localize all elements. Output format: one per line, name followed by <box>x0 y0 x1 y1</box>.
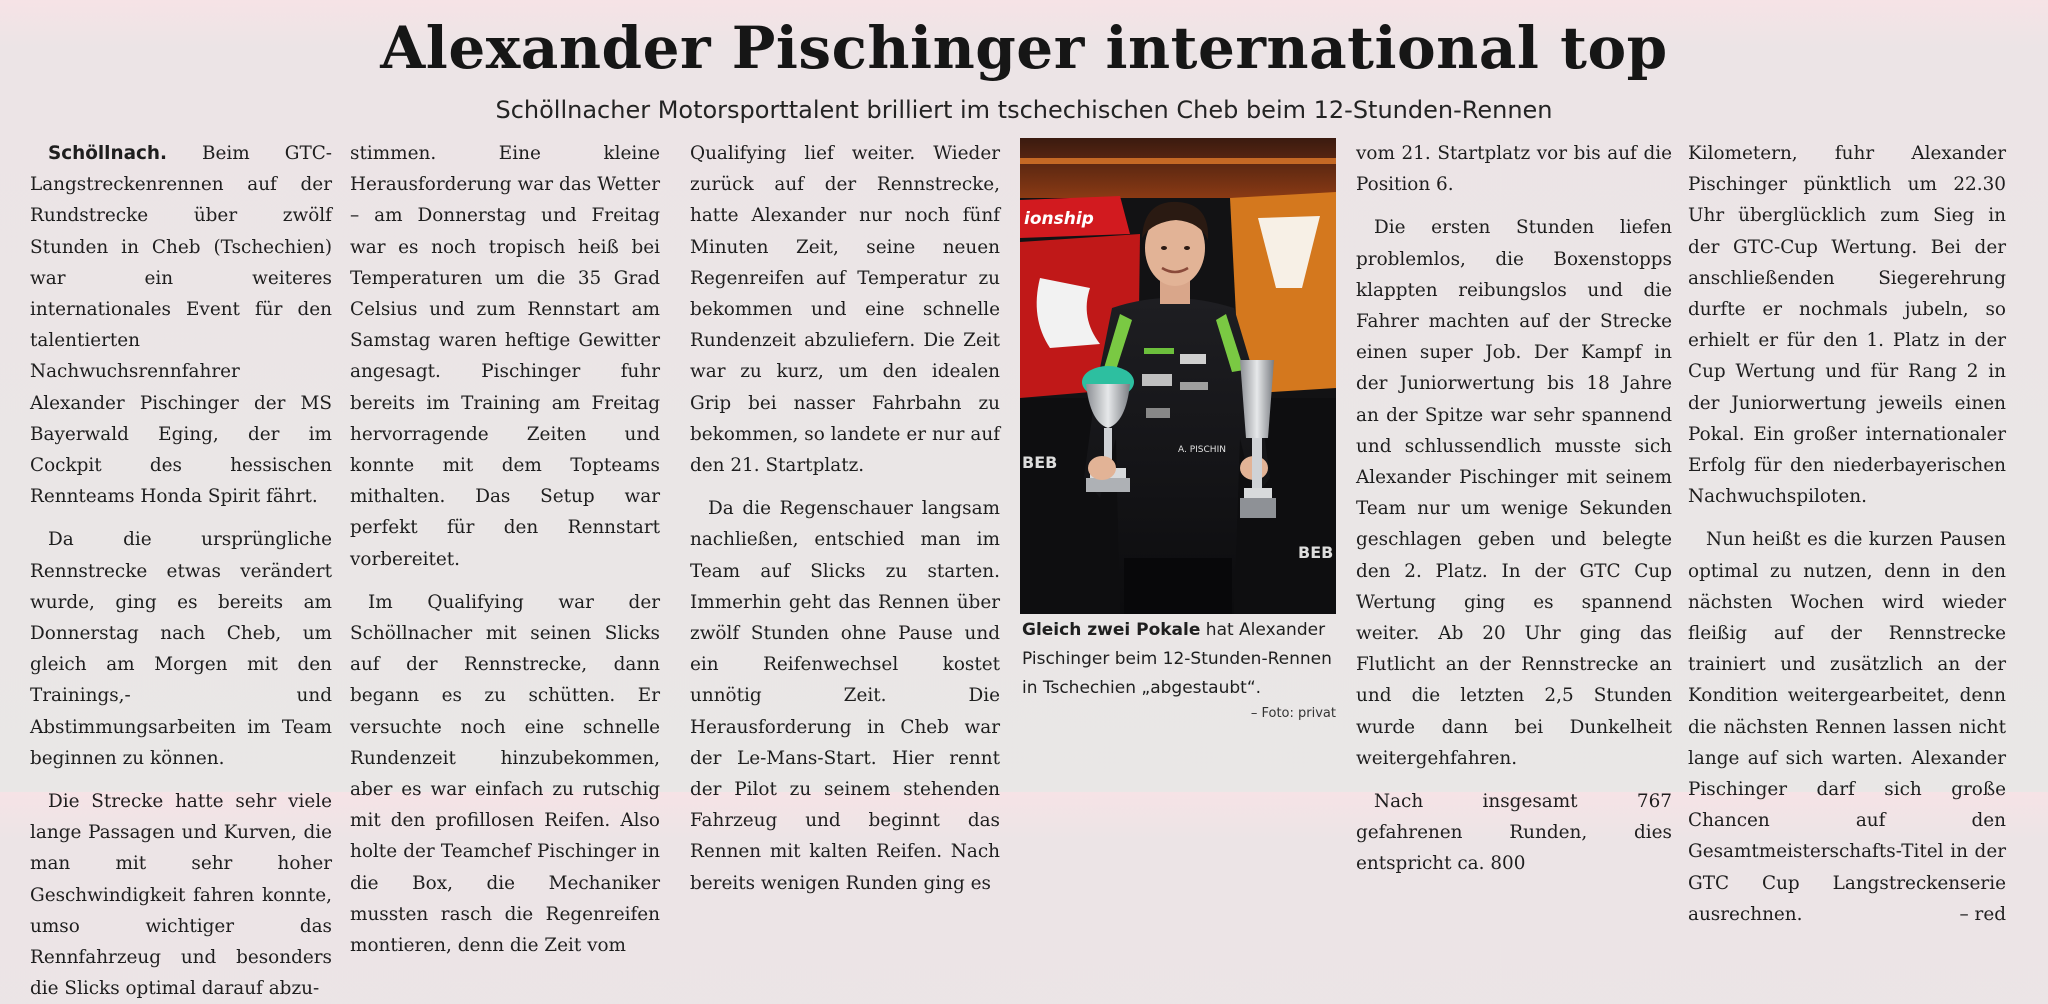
photo-caption <box>1022 616 1338 703</box>
paragraph-intro <box>30 138 332 512</box>
article-column-5 <box>1356 138 1672 880</box>
paragraph-text: Nun heißt es die kurzen Pausen optimal zu nutzen, denn in den nächsten Wochen wird wieder fleißig auf der Rennstrecke trainiert und zusätzlich an der Kondition weitergearbeitet, denn die nächsten Rennen lassen nicht lange auf sich warten. Alexander Pischinger darf sich große Chancen auf den Gesamtmeisterschafts-Titel in der GTC Cup Langstreckenserie ausrechnen. <box>1688 529 2006 925</box>
podium-photo-illustration <box>1020 138 1336 614</box>
article-column-3 <box>690 138 1000 899</box>
subheadline: Schöllnacher Motorsporttalent brilliert im tschechischen Cheb beim 12-Stunden-Rennen <box>495 96 1553 124</box>
author-signature: – red <box>1959 903 2006 925</box>
article-column-1 <box>30 138 332 1004</box>
photo-credit: – Foto: privat <box>1250 706 1336 721</box>
paragraph: Da die ursprüngliche Rennstrecke etwas verändert wurde, ging es bereits am Donnerstag nach Cheb, um gleich am Morgen mit den Trainings,- und Abstimmungsarbeiten im Team beginnen zu können. <box>30 529 332 769</box>
article-photo <box>1020 138 1336 614</box>
paragraph: Die Strecke hatte sehr viele lange Passagen und Kurven, die man mit sehr hoher Geschwindigkeit fahren konnte, umso wichtiger das Rennfahrzeug und besonders die Slicks optimal darauf abzu- <box>30 791 332 1000</box>
caption-bold-lead: Gleich zwei Pokale <box>1022 620 1201 640</box>
paragraph: Nach insgesamt 767 gefahrenen Runden, dies entspricht ca. 800 <box>1356 791 1672 875</box>
sponsor-logo-right: BEB <box>1298 543 1334 562</box>
background-lights <box>1020 138 1336 198</box>
paragraph-text: Beim GTC-Langstreckenrennen auf der Rundstrecke über zwölf Stunden in Cheb (Tschechien) war ein weiteres internationales Event für den talentierten Nachwuchsrennfahrer Alexander Pischinger der MS Bayerwald Eging, der im Cockpit des hessischen Rennteams Honda Spirit fährt. <box>30 143 332 508</box>
paragraph: Im Qualifying war der Schöllnacher mit seinen Slicks auf der Rennstrecke, dann begann es zu schütten. Er versuchte noch eine schnelle Rundenzeit hinzubekommen, aber es war einfach zu rutschig mit den profillosen Reifen. Also holte der Teamchef Pischinger in die Box, die Mechaniker mussten rasch die Regenreifen montieren, denn die Zeit vom <box>350 591 660 957</box>
dateline: Schöllnach. <box>48 143 167 164</box>
headline: Alexander Pischinger international top <box>380 14 1668 82</box>
banner-text: ionship <box>1024 209 1094 229</box>
paragraph: Da die Regenschauer langsam nachließen, entschied man im Team auf Slicks zu starten. Immerhin geht das Rennen über zwölf Stunden ohne Pause und ein Reifenwechsel kostet unnötig Zeit. Die Herausforderung in Cheb war der Le-Mans-Start. Hier rennt der Pilot zu seinem stehenden Fahrzeug und beginnt das Rennen mit kalten Reifen. Nach bereits wenigen Runden ging es <box>690 498 1000 894</box>
paragraph-closing <box>1688 524 2006 930</box>
article-column-6 <box>1688 138 2006 930</box>
paragraph: Qualifying lief weiter. Wieder zurück auf der Rennstrecke, hatte Alexander nur noch fünf Minuten Zeit, seine neuen Regenreifen auf Temperatur zu bekommen und eine schnelle Rundenzeit abzuliefern. Die Zeit war zu kurz, um den idealen Grip bei nasser Fahrbahn zu bekommen, so landete er nur auf den 21. Startplatz. <box>690 143 1000 477</box>
paragraph: Die ersten Stunden liefen problemlos, die Boxenstopps klappten reibungslos und die Fahrer machten auf der Strecke einen super Job. Der Kampf in der Juniorwertung bis 18 Jahre an der Spitze war sehr spannend und schlussendlich musste sich Alexander Pischinger mit seinem Team nur um wenige Sekunden geschlagen geben und belegte den 2. Platz. In der GTC Cup Wertung ging es spannend weiter. Ab 20 Uhr ging das Flutlicht an der Rennstrecke an und die letzten 2,5 Stunden wurde dann bei Dunkelheit weitergehfahren. <box>1356 217 1672 769</box>
paragraph: Kilometern, fuhr Alexander Pischinger pünktlich um 22.30 Uhr überglücklich zum Sieg in der GTC-Cup Wertung. Bei der anschließenden Siegerehrung durfte er nochmals jubeln, so erhielt er für den 1. Platz in der Cup Wertung und für Rang 2 in der Juniorwertung jeweils einen Pokal. Ein großer internationaler Erfolg für den niederbayerischen Nachwuchspiloten. <box>1688 143 2006 508</box>
article-column-2 <box>350 138 660 961</box>
paragraph: stimmen. Eine kleine Herausforderung war das Wetter – am Donnerstag und Freitag war es noch tropisch heiß bei Temperaturen um die 35 Grad Celsius und zum Rennstart am Samstag waren heftige Gewitter angesagt. Pischinger fuhr bereits im Training am Freitag hervorragende Zeiten und konnte mit dem Topteams mithalten. Das Setup war perfekt für den Rennstart vorbereitet. <box>350 143 660 570</box>
paragraph: vom 21. Startplatz vor bis auf die Position 6. <box>1356 143 1672 196</box>
suit-name-patch: A. PISCHIN <box>1178 445 1226 455</box>
sponsor-logo-left: BEB <box>1022 453 1058 472</box>
caption-text: hat Alexander Pischinger beim 12-Stunden-Rennen in Tschechien „abgestaubt“. <box>1022 620 1332 698</box>
